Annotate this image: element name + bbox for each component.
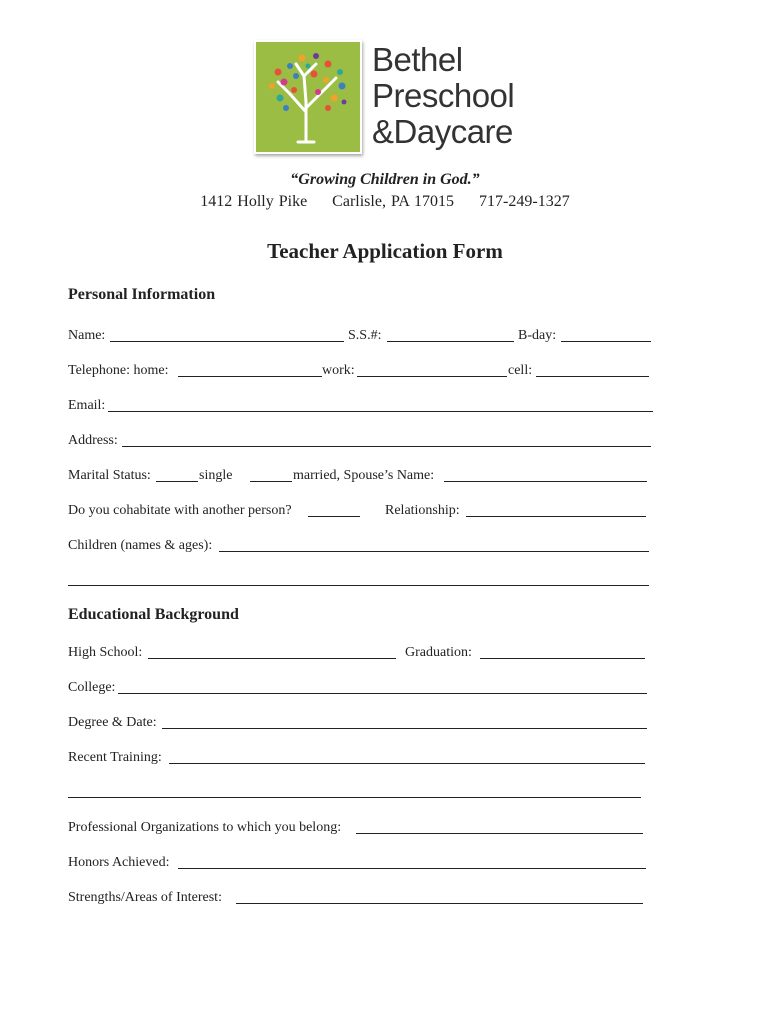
organizations-label: Professional Organizations to which you belong: [68, 820, 342, 835]
graduation-field[interactable] [480, 658, 645, 659]
honors-label: Honors Achieved: [68, 855, 170, 870]
children-field-continued[interactable] [68, 585, 649, 586]
cohabit-label: Do you cohabitate with another person? [68, 503, 292, 518]
telephone-home-field[interactable] [178, 376, 322, 377]
tagline: “Growing Children in God.” [290, 171, 480, 188]
college-label: College: [68, 680, 116, 695]
section-heading-education: Educational Background [68, 606, 239, 623]
children-field[interactable] [219, 551, 649, 552]
graduation-label: Graduation: [405, 645, 472, 660]
single-check-field[interactable] [156, 481, 198, 482]
name-field[interactable] [110, 341, 344, 342]
relationship-field[interactable] [466, 516, 646, 517]
strengths-label: Strengths/Areas of Interest: [68, 890, 222, 905]
married-spouse-label: married, Spouse’s Name: [293, 468, 435, 483]
single-label: single [199, 468, 233, 483]
marital-status-label: Marital Status: [68, 468, 151, 483]
cell-label: cell: [508, 363, 533, 378]
ss-label: S.S.#: [348, 328, 382, 343]
address-city: Carlisle, PA 17015 [332, 193, 455, 210]
recent-training-field-continued[interactable] [68, 797, 641, 798]
high-school-label: High School: [68, 645, 143, 660]
degree-date-label: Degree & Date: [68, 715, 157, 730]
address-field[interactable] [122, 446, 651, 447]
children-label: Children (names & ages): [68, 538, 213, 553]
email-field[interactable] [108, 411, 653, 412]
honors-field[interactable] [178, 868, 646, 869]
degree-date-field[interactable] [162, 728, 647, 729]
work-label: work: [322, 363, 355, 378]
telephone-home-label: Telephone: home: [68, 363, 169, 378]
form-title: Teacher Application Form [267, 239, 503, 263]
address-street: 1412 Holly Pike [200, 193, 308, 210]
spouse-name-field[interactable] [444, 481, 647, 482]
brand-line-1: Bethel [372, 41, 463, 78]
work-phone-field[interactable] [357, 376, 507, 377]
address-phone: 717-249-1327 [479, 193, 570, 210]
logo [254, 40, 362, 154]
ss-field[interactable] [387, 341, 514, 342]
email-label: Email: [68, 398, 106, 413]
section-heading-personal: Personal Information [68, 286, 216, 303]
name-label: Name: [68, 328, 106, 343]
brand-line-2: Preschool [372, 77, 515, 114]
cohabit-field[interactable] [308, 516, 360, 517]
married-check-field[interactable] [250, 481, 292, 482]
high-school-field[interactable] [148, 658, 396, 659]
tree-icon [256, 42, 360, 152]
relationship-label: Relationship: [385, 503, 460, 518]
recent-training-label: Recent Training: [68, 750, 162, 765]
college-field[interactable] [118, 693, 647, 694]
address-label: Address: [68, 433, 118, 448]
organizations-field[interactable] [356, 833, 643, 834]
strengths-field[interactable] [236, 903, 643, 904]
brand-line-3: &Daycare [372, 113, 513, 150]
recent-training-field[interactable] [169, 763, 645, 764]
bday-field[interactable] [561, 341, 651, 342]
cell-phone-field[interactable] [536, 376, 649, 377]
address-line [0, 193, 770, 211]
bday-label: B-day: [518, 328, 557, 343]
